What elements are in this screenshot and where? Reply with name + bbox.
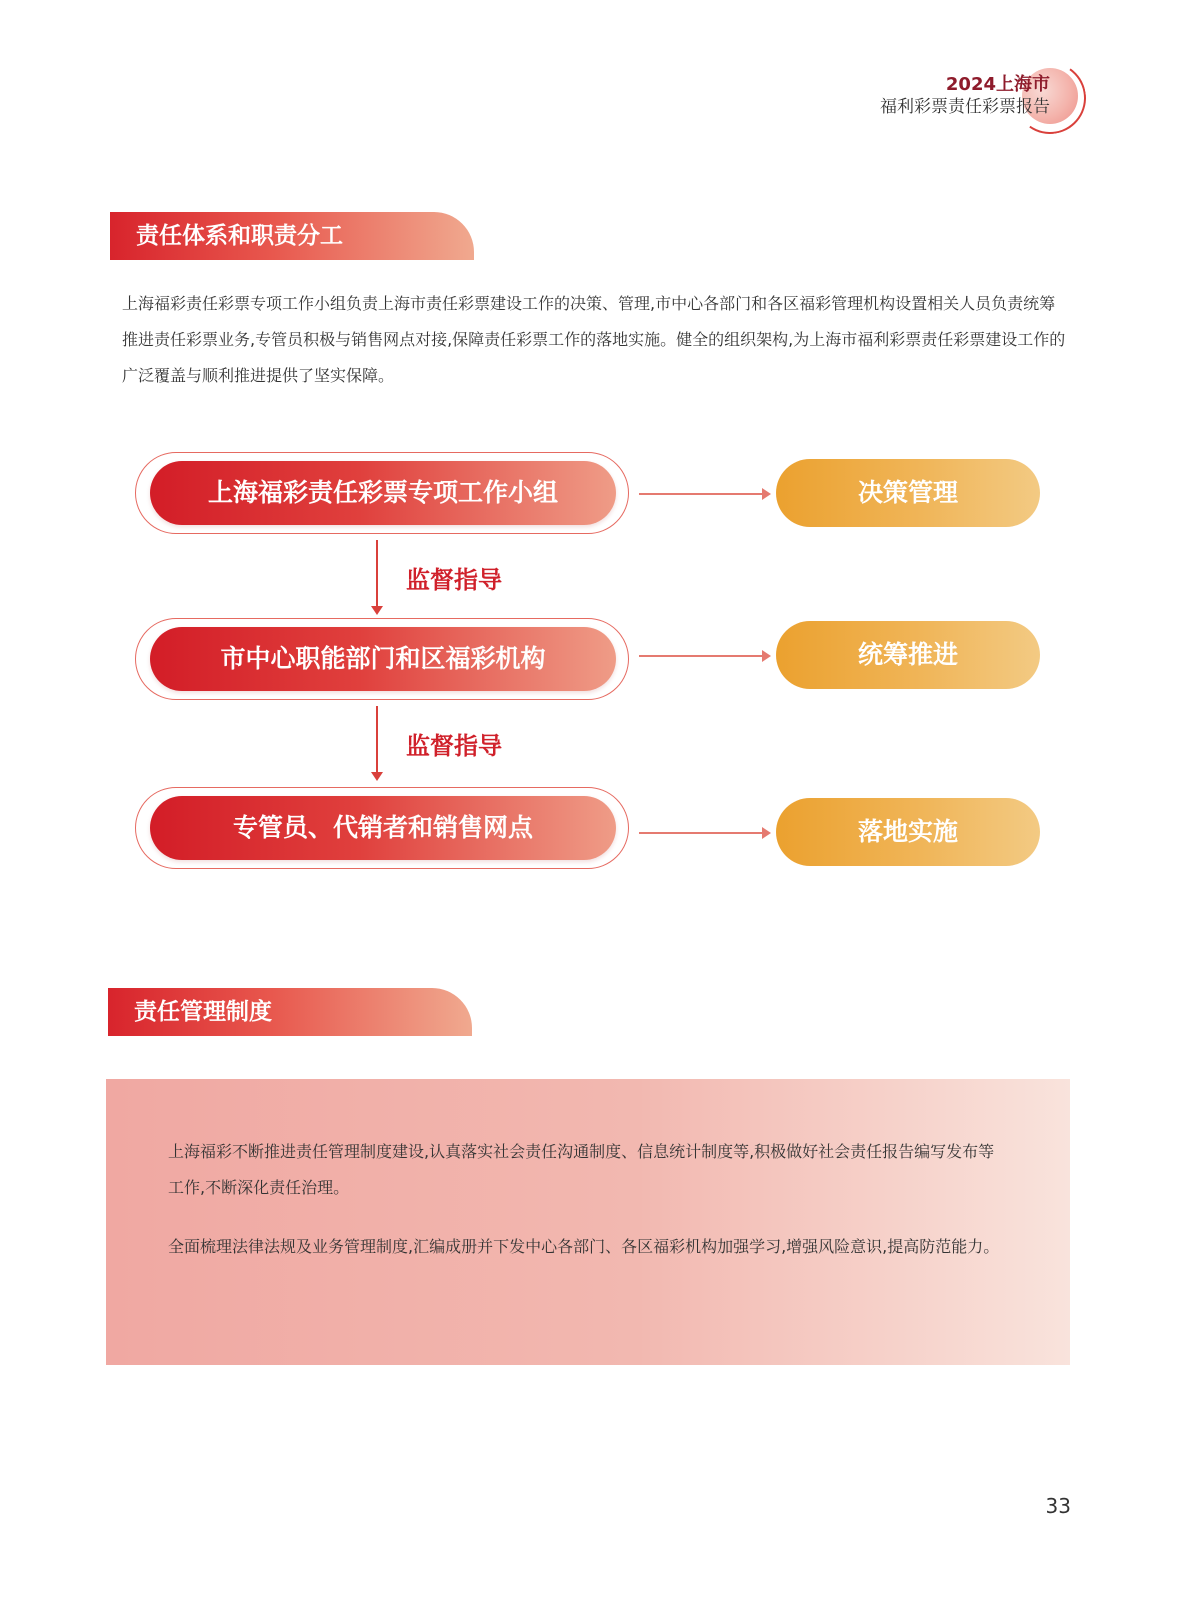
report-subtitle: 福利彩票责任彩票报告 [880, 96, 1050, 117]
section-title-management-system [108, 988, 472, 1036]
section-title-text: 责任管理制度 [134, 999, 272, 1025]
management-panel [106, 1079, 1070, 1365]
org-level-3-name: 专管员、代销者和销售网点 [150, 796, 616, 860]
report-header [880, 74, 1050, 118]
arrow-down-icon [376, 706, 378, 777]
org-level-1-role: 决策管理 [776, 459, 1040, 527]
arrow-right-icon [639, 493, 767, 495]
org-level-1-name: 上海福彩责任彩票专项工作小组 [150, 461, 616, 525]
section1-paragraph: 上海福彩责任彩票专项工作小组负责上海市责任彩票建设工作的决策、管理,市中心各部门和各区福彩管理机构设置相关人员负责统筹推进责任彩票业务,专管员积极与销售网点对接,保障责任彩票工作的落地实施。健全的组织架构,为上海市福利彩票责任彩票建设工作的广泛覆盖与顺利推进提供了坚实保障。 [122, 294, 1066, 385]
org-level-2-role: 统筹推进 [776, 621, 1040, 689]
arrow-right-icon [639, 655, 767, 657]
arrow-right-icon [639, 832, 767, 834]
section-title-responsibility-system [110, 212, 474, 260]
arrow-down-icon [376, 540, 378, 611]
org-level-3-role: 落地实施 [776, 798, 1040, 866]
org-level-2-name: 市中心职能部门和区福彩机构 [150, 627, 616, 691]
report-year-title: 2024上海市 [945, 74, 1050, 95]
connector-label-2: 监督指导 [406, 732, 502, 760]
org-level-2-frame [135, 618, 629, 700]
management-paragraph-1: 上海福彩不断推进责任管理制度建设,认真落实社会责任沟通制度、信息统计制度等,积极做好社会责任报告编写发布等工作,不断深化责任治理。 [168, 1142, 995, 1197]
org-level-1-frame [135, 452, 629, 534]
section-title-text: 责任体系和职责分工 [136, 223, 343, 249]
page-number: 33 [1045, 1494, 1071, 1518]
connector-label-1: 监督指导 [406, 566, 502, 594]
org-level-3-frame [135, 787, 629, 869]
management-paragraph-2: 全面梳理法律法规及业务管理制度,汇编成册并下发中心各部门、各区福彩机构加强学习,增强风险意识,提高防范能力。 [168, 1237, 1000, 1256]
